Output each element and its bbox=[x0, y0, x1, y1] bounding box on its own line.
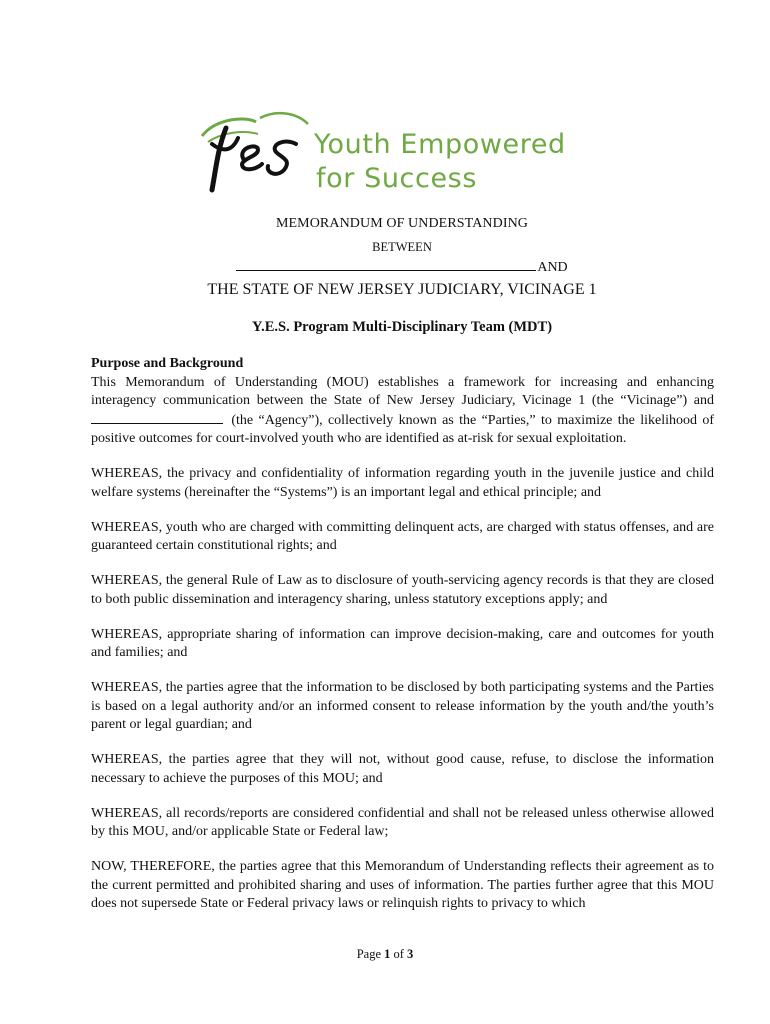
purpose-heading: Purpose and Background bbox=[91, 356, 244, 371]
title-and: AND bbox=[537, 260, 568, 275]
whereas-paragraph: WHEREAS, youth who are charged with committing delinquent acts, are charged with status offenses, and are guaranteed certain constitutional rights; and bbox=[91, 519, 714, 553]
footer-page-word: Page bbox=[356, 947, 381, 961]
yes-logo-mark-icon bbox=[196, 98, 314, 198]
whereas-paragraph: WHEREAS, the privacy and confidentiality of information regarding youth in the juvenile justice and child welfare systems (hereinafter the “Systems”) is an important legal and ethical principle; and bbox=[91, 466, 714, 500]
whereas-paragraph: WHEREAS, the parties agree that the information to be disclosed by both participating systems and the Parties is based on a legal authority and/or an informed consent to release information by the youth and/the youth’s parent or legal guardian; and bbox=[91, 680, 714, 732]
footer-current-page: 1 bbox=[384, 947, 391, 961]
document-body bbox=[91, 355, 714, 930]
logo-line-2: for Success bbox=[316, 163, 477, 194]
footer-of-word: of bbox=[393, 947, 404, 961]
title-judiciary: THE STATE OF NEW JERSEY JUDICIARY, VICINAGE 1 bbox=[207, 281, 597, 298]
whereas-paragraph: WHEREAS, all records/reports are considered confidential and shall not be released unless otherwise allowed by this MOU, and/or applicable State or Federal law; bbox=[91, 805, 714, 839]
document-title: MEMORANDUM OF UNDERSTANDING bbox=[275, 216, 529, 231]
agency-blank-line bbox=[91, 411, 223, 424]
page-footer bbox=[0, 947, 770, 962]
footer-total-pages: 3 bbox=[407, 947, 414, 961]
logo-line-1: Youth Empowered bbox=[314, 129, 566, 160]
purpose-text-b: (the “Agency”), collectively known as the “Parties,” to maximize the likelihood of positive outcomes for court-involved youth who are identified as at-risk for sexual exploitation. bbox=[91, 412, 715, 446]
now-therefore-paragraph: NOW, THEREFORE, the parties agree that this Memorandum of Understanding reflects their agreement as to the current permitted and prohibited sharing and uses of information. The parties further agree that this MOU does not supersede State or Federal privacy laws or relinquish rights to privacy to which bbox=[91, 859, 714, 911]
purpose-paragraph bbox=[91, 355, 714, 449]
yes-logo bbox=[196, 98, 616, 198]
whereas-paragraph: WHEREAS, the parties agree that they will not, without good cause, refuse, to disclose the information necessary to achieve the purposes of this MOU; and bbox=[91, 752, 714, 786]
title-party-line bbox=[90, 258, 714, 276]
party-blank-line bbox=[236, 258, 536, 271]
whereas-paragraph: WHEREAS, appropriate sharing of information can improve decision-making, care and outcomes for youth and families; and bbox=[91, 626, 714, 660]
purpose-text-a: This Memorandum of Understanding (MOU) establishes a framework for increasing and enhancing interagency communication between the State of New Jersey Judiciary, Vicinage 1 (the “Vicinage”) and bbox=[91, 374, 714, 408]
title-between: BETWEEN bbox=[372, 240, 432, 254]
program-title: Y.E.S. Program Multi-Disciplinary Team (MDT) bbox=[251, 319, 553, 335]
whereas-paragraph: WHEREAS, the general Rule of Law as to disclosure of youth-servicing agency records is that they are closed to both public dissemination and interagency sharing, unless statutory exceptions apply; and bbox=[91, 573, 714, 607]
